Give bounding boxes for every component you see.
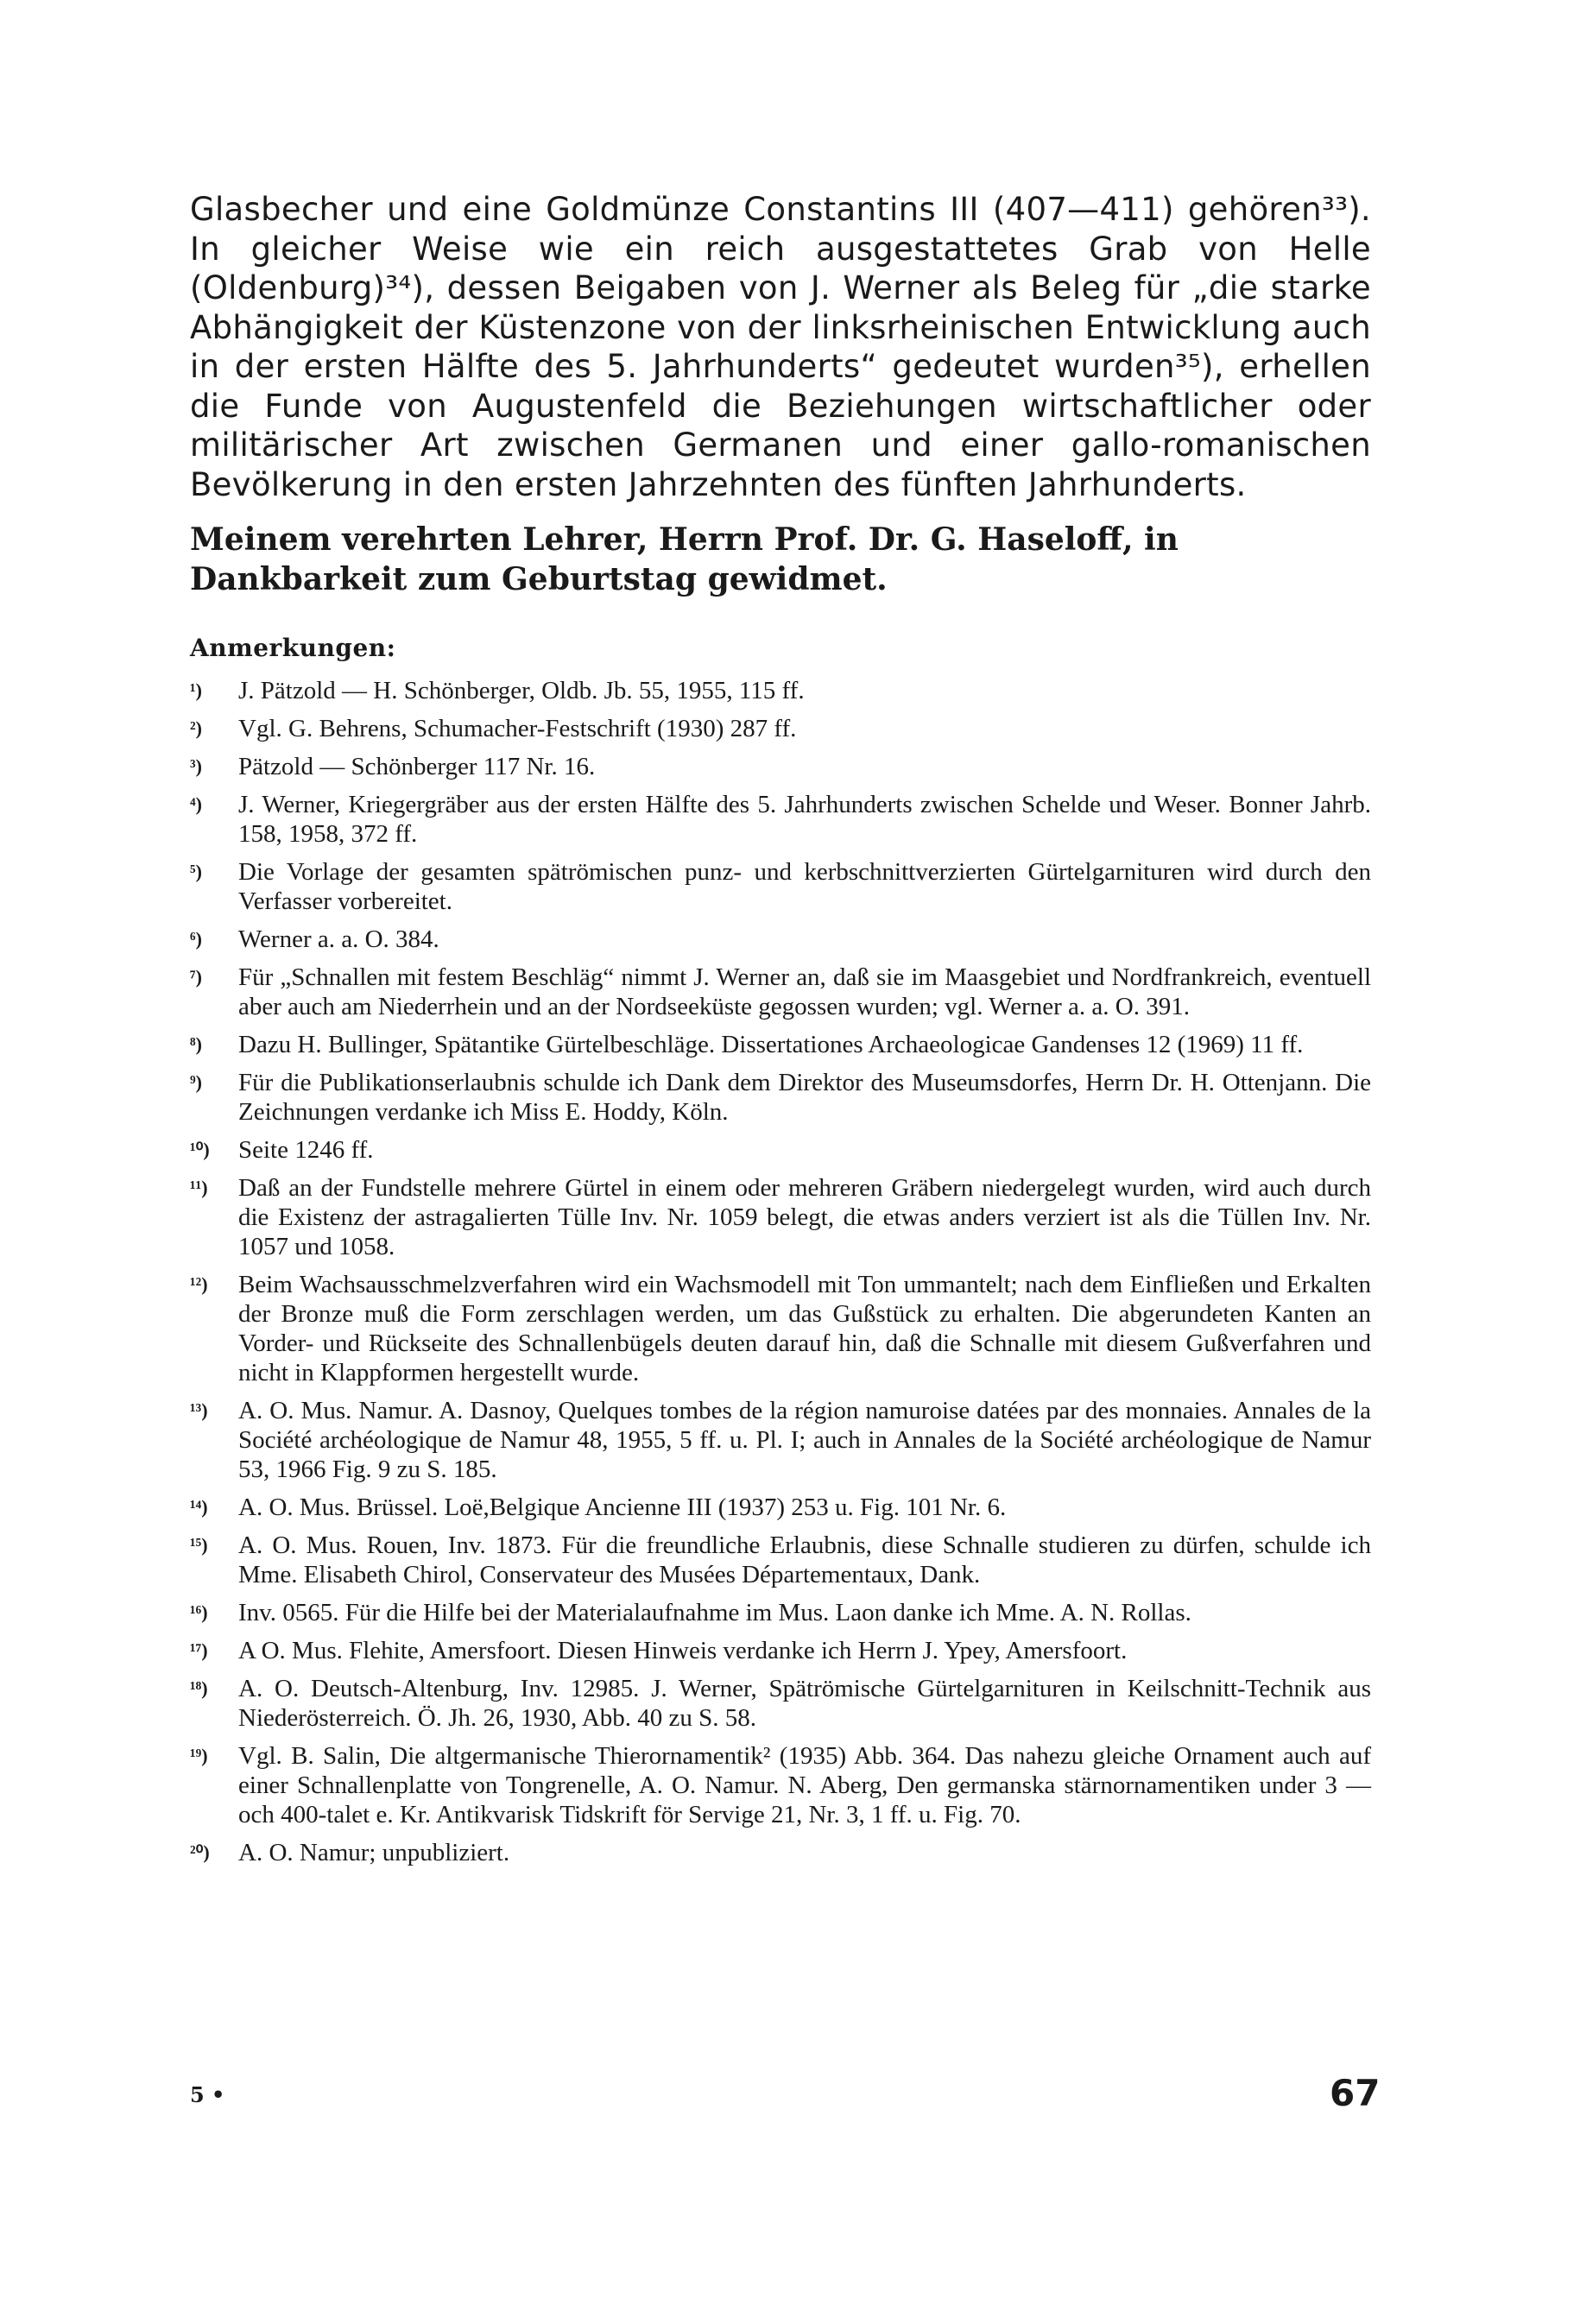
- footnote-number: ¹⁹): [190, 1745, 208, 1766]
- footnote-number: ⁴): [190, 793, 202, 815]
- footnote: [190, 1493, 1371, 1522]
- footnote-text: Für „Schnallen mit festem Beschläg“ nimmt J. Werner an, daß sie im Maasgebiet und Nordfrankreich, eventuell aber auch am Niederrhein und an der Nordseeküste gegossen wurden; vgl. Werner a. a. O. 391.: [238, 963, 1371, 1020]
- footnote-number: ⁷): [190, 966, 202, 988]
- footnote: [190, 1068, 1371, 1127]
- footnote-number: ⁶): [190, 928, 202, 950]
- footnote: [190, 1135, 1371, 1165]
- footnote-text: Seite 1246 ff.: [238, 1136, 374, 1164]
- footnote-number: ⁸): [190, 1033, 202, 1055]
- footnote: [190, 1636, 1371, 1665]
- footnote-text: Für die Publikationserlaubnis schulde ich Dank dem Direktor des Museumsdorfes, Herrn Dr. H. Ottenjann. Die Zeichnungen verdanke ich Miss E. Hoddy, Köln.: [238, 1069, 1371, 1126]
- footnote-text: A. O. Namur; unpubliziert.: [238, 1839, 510, 1866]
- footnote: [190, 1270, 1371, 1387]
- footnote-text: Daß an der Fundstelle mehrere Gürtel in einem oder mehreren Gräbern niedergelegt wurden, wird auch durch die Existenz der astragalierten Tülle Inv. Nr. 1059 belegt, die etwas anders verziert ist als die Tüllen Inv. Nr. 1057 und 1058.: [238, 1174, 1371, 1260]
- footnote-number: ¹⁷): [190, 1639, 208, 1661]
- footnote: [190, 676, 1371, 705]
- page-number: 67: [1330, 2072, 1381, 2114]
- footnote: [190, 857, 1371, 916]
- footnote: [190, 963, 1371, 1021]
- footnote-number: ¹¹): [190, 1177, 208, 1198]
- footnote-number: ¹⁵): [190, 1534, 208, 1556]
- footnote-text: Vgl. G. Behrens, Schumacher-Festschrift (1930) 287 ff.: [238, 715, 797, 742]
- footnote: [190, 752, 1371, 781]
- footnote: [190, 1030, 1371, 1059]
- footnote: [190, 1531, 1371, 1589]
- footnote-text: Dazu H. Bullinger, Spätantike Gürtelbeschläge. Dissertationes Archaeologicae Gandenses 12 (1969) 11 ff.: [238, 1031, 1304, 1058]
- footnote-text: Die Vorlage der gesamten spätrömischen punz- und kerbschnittverzierten Gürtelgarnituren wird durch den Verfasser vorbereitet.: [238, 858, 1371, 915]
- footnote-number: ¹⁴): [190, 1496, 208, 1518]
- footnote-text: A. O. Mus. Brüssel. Loë,Belgique Ancienne III (1937) 253 u. Fig. 101 Nr. 6.: [238, 1494, 1007, 1521]
- footnote-text: A. O. Deutsch-Altenburg, Inv. 12985. J. Werner, Spätrömische Gürtelgarnituren in Keilschnitt-Technik aus Niederösterreich. Ö. Jh. 26, 1930, Abb. 40 zu S. 58.: [238, 1675, 1371, 1732]
- footnote: [190, 925, 1371, 954]
- footnote: [190, 1598, 1371, 1627]
- dedication: Meinem verehrten Lehrer, Herrn Prof. Dr. G. Haseloff, in Dankbarkeit zum Geburtstag gewidmet.: [190, 521, 1179, 597]
- footnote: [190, 1838, 1371, 1867]
- footnote-text: Beim Wachsausschmelzverfahren wird ein Wachsmodell mit Ton ummantelt; nach dem Einfließen und Erkalten der Bronze muß die Form zerschlagen werden, um das Gußstück zu erhalten. Die abgerundeten Kanten an Vorder- und Rückseite des Schnallenbügels deuten darauf hin, daß die Schnalle mit diesem Gußverfahren und nicht in Klappformen hergestellt wurde.: [238, 1271, 1371, 1386]
- signature-mark: 5 •: [190, 2082, 225, 2107]
- footnote: [190, 1741, 1371, 1829]
- footnote-number: ²⁰): [190, 1841, 210, 1863]
- footnote: [190, 714, 1371, 743]
- notes-heading: Anmerkungen:: [190, 634, 396, 662]
- footnote-text: Inv. 0565. Für die Hilfe bei der Materialaufnahme im Mus. Laon danke ich Mme. A. N. Rollas.: [238, 1599, 1191, 1626]
- footnote-text: Vgl. B. Salin, Die altgermanische Thierornamentik² (1935) Abb. 364. Das nahezu gleiche Ornament auch auf einer Schnallenplatte von Tongrenelle, A. O. Namur. N. Aberg, Den germanska stärnornamentiken under 3 — och 400-talet e. Kr. Antikvarisk Tidskrift för Servige 21, Nr. 3, 1 ff. u. Fig. 70.: [238, 1742, 1371, 1828]
- text-block: [190, 190, 1371, 1876]
- footnote: [190, 1173, 1371, 1261]
- footnote-text: J. Werner, Kriegergräber aus der ersten Hälfte des 5. Jahrhunderts zwischen Schelde und Weser. Bonner Jahrb. 158, 1958, 372 ff.: [238, 791, 1371, 848]
- notes-list: [190, 676, 1371, 1867]
- footnote: [190, 1674, 1371, 1733]
- footnote-number: ⁵): [190, 861, 202, 882]
- footnote-text: Pätzold — Schönberger 117 Nr. 16.: [238, 753, 596, 780]
- footnote-text: J. Pätzold — H. Schönberger, Oldb. Jb. 55, 1955, 115 ff.: [238, 677, 805, 704]
- footnote-number: ¹³): [190, 1399, 208, 1421]
- footnote-number: ¹): [190, 679, 202, 701]
- main-paragraph: Glasbecher und eine Goldmünze Constantins III (407—411) gehören³³). In gleicher Weise wie ein reich ausgestattetes Grab von Helle (Oldenburg)³⁴), dessen Beigaben von J. Werner als Beleg für „die starke Abhängigkeit der Küstenzone von der linksrheinischen Entwicklung auch in der ersten Hälfte des 5. Jahrhunderts“ gedeutet wurden³⁵), erhellen die Funde von Augustenfeld die Beziehungen wirtschaftlicher oder militärischer Art zwischen Germanen und einer gallo-romanischen Bevölkerung in den ersten Jahrzehnten des fünften Jahrhunderts.: [190, 191, 1371, 503]
- footnote-text: A. O. Mus. Rouen, Inv. 1873. Für die freundliche Erlaubnis, diese Schnalle studieren zu dürfen, schulde ich Mme. Elisabeth Chirol, Conservateur des Musées Départementaux, Dank.: [238, 1531, 1371, 1588]
- footnote-text: A. O. Mus. Namur. A. Dasnoy, Quelques tombes de la région namuroise datées par des monnaies. Annales de la Société archéologique de Namur 48, 1955, 5 ff. u. Pl. I; auch in Annales de la Société archéologique de Namur 53, 1966 Fig. 9 zu S. 185.: [238, 1397, 1371, 1483]
- footnote-number: ¹⁸): [190, 1677, 208, 1699]
- footnote-text: Werner a. a. O. 384.: [238, 925, 439, 953]
- footnote-number: ²): [190, 717, 202, 739]
- footnote-number: ¹²): [190, 1273, 208, 1295]
- footnote-number: ¹⁶): [190, 1601, 208, 1623]
- footnote-number: ⁹): [190, 1071, 202, 1093]
- footnote-number: ³): [190, 755, 202, 777]
- footnote-number: ¹⁰): [190, 1139, 210, 1160]
- footnote-text: A O. Mus. Flehite, Amersfoort. Diesen Hinweis verdanke ich Herrn J. Ypey, Amersfoort.: [238, 1637, 1128, 1664]
- footnote: [190, 790, 1371, 849]
- footnote: [190, 1396, 1371, 1484]
